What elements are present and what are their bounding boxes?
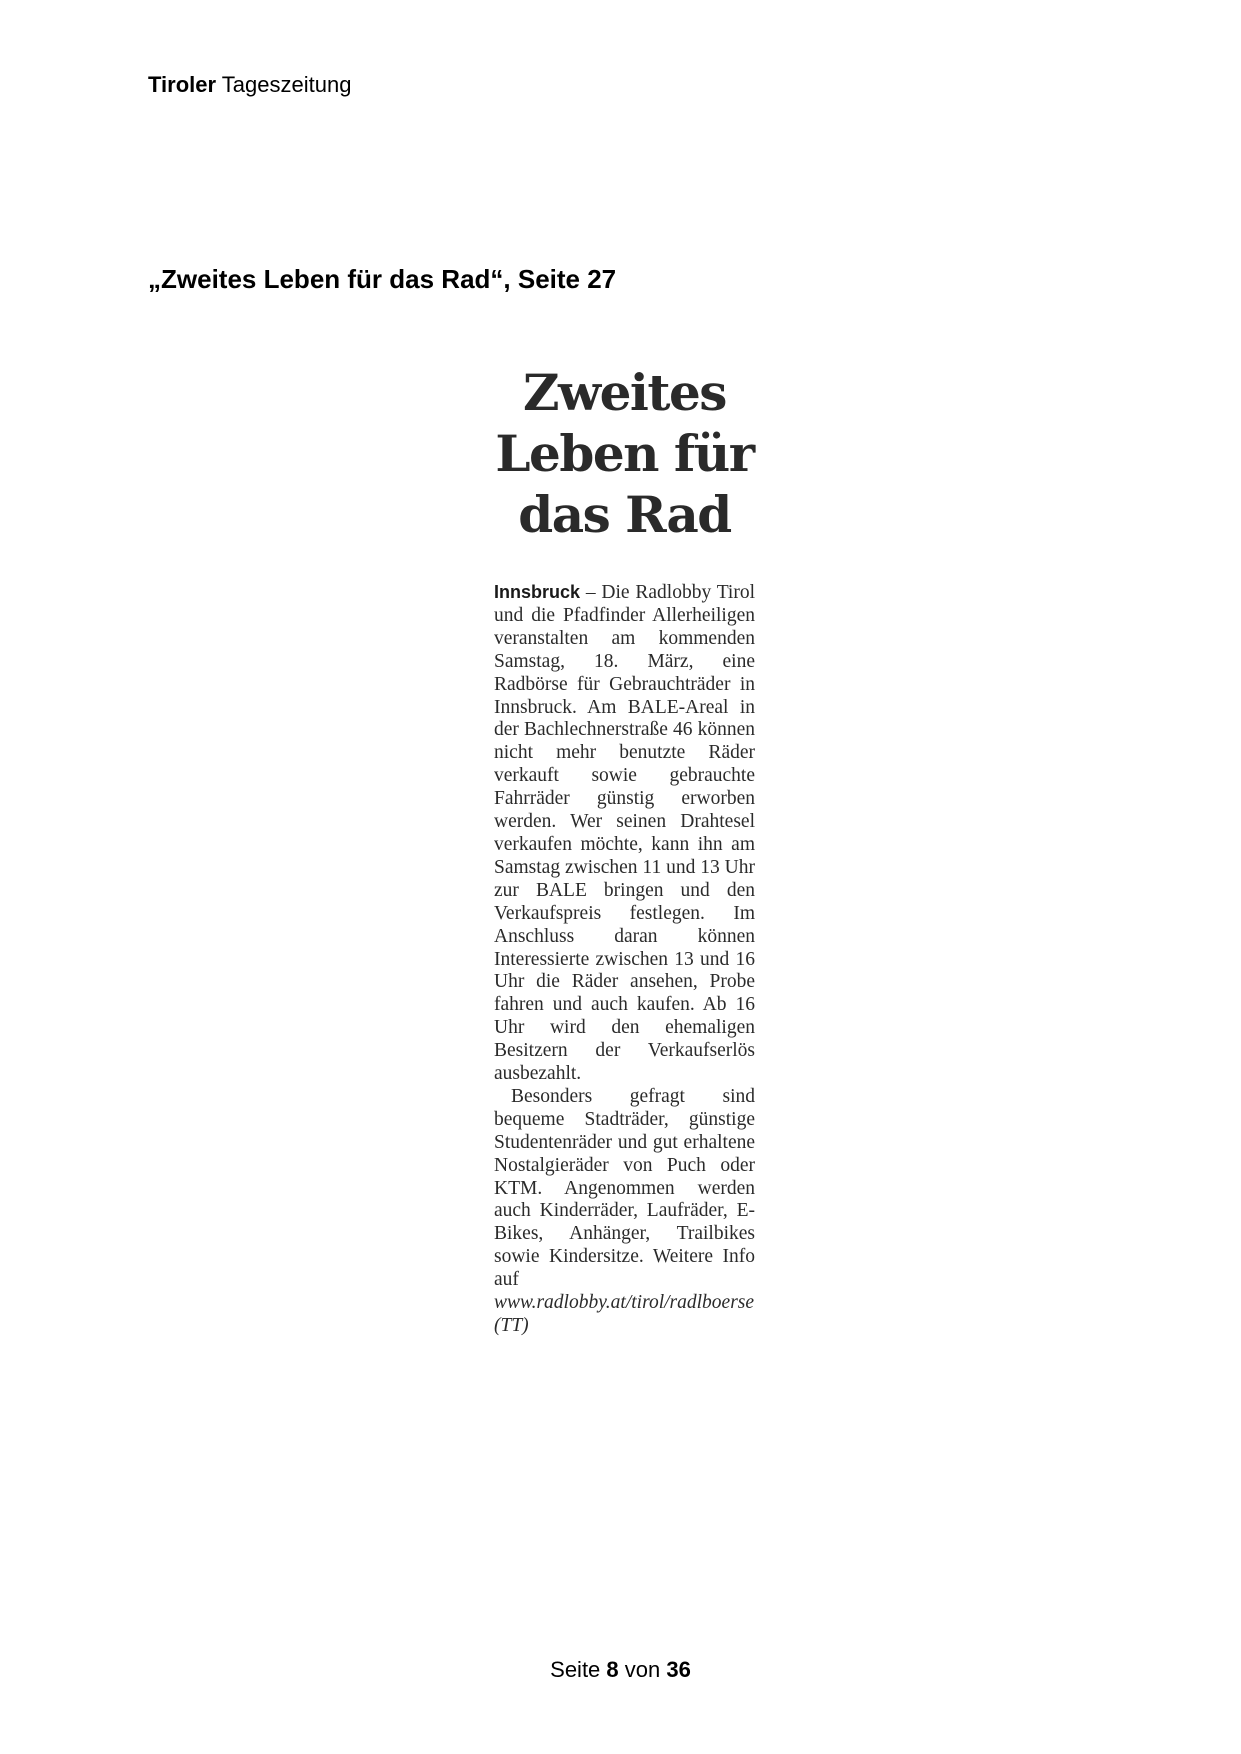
article-body <box>494 581 755 1338</box>
headline-line: Leben für <box>495 424 754 483</box>
headline-line: das Rad <box>518 485 731 544</box>
clipping-headline <box>494 362 755 545</box>
newspaper-clipping <box>494 362 755 1338</box>
article-paragraph <box>494 1086 755 1338</box>
article-reference-title: „Zweites Leben für das Rad“, Seite 27 <box>148 264 617 294</box>
page-prefix: Seite <box>550 1657 607 1682</box>
publication-name-regular: Tageszeitung <box>221 72 352 97</box>
source-url: www.radlobby.at/tirol/radlboerse <box>494 1292 755 1314</box>
total-pages: 36 <box>666 1657 691 1682</box>
paragraph-text: Die Radlobby Tirol und die Pfadfinder Allerheiligen veranstalten am kommenden Samstag, 18. März, eine Radbörse für Gebrauchträder in Innsbruck. Am BALE-Areal in der Bachlechnerstraße 46 können nicht mehr benutzte Räder verkauft sowie gebrauchte Fahrräder günstig erworben werden. Wer seinen Drahtesel verkaufen möchte, kann ihn am Samstag zwischen 11 und 13 Uhr zur BALE bringen und den Verkaufspreis festlegen. Im Anschluss daran können Interessierte zwischen 13 und 16 Uhr die Räder ansehen, Probe fahren und auch kaufen. Ab 16 Uhr wird den ehemaligen Besitzern der Verkaufserlös ausbezahlt. <box>494 582 755 1085</box>
publication-name <box>148 72 351 98</box>
headline-line: Zweites <box>523 363 726 422</box>
page-middle: von <box>618 1657 667 1682</box>
article-paragraph <box>494 581 755 1086</box>
paragraph-text: Besonders gefragt sind bequeme Stadträder, günstige Studentenräder und gut erhaltene Nostalgieräder von Puch oder KTM. Angenommen werden auch Kinderräder, Laufräder, E-Bikes, Anhänger, Trailbikes sowie Kindersitze. Weitere Info auf <box>494 1085 755 1291</box>
source-credit: (TT) <box>494 1315 529 1336</box>
dateline-separator: – <box>580 582 602 603</box>
page-number <box>0 1657 1241 1683</box>
current-page: 8 <box>606 1657 619 1682</box>
dateline: Innsbruck <box>494 582 581 602</box>
publication-name-bold: Tiroler <box>148 72 217 97</box>
